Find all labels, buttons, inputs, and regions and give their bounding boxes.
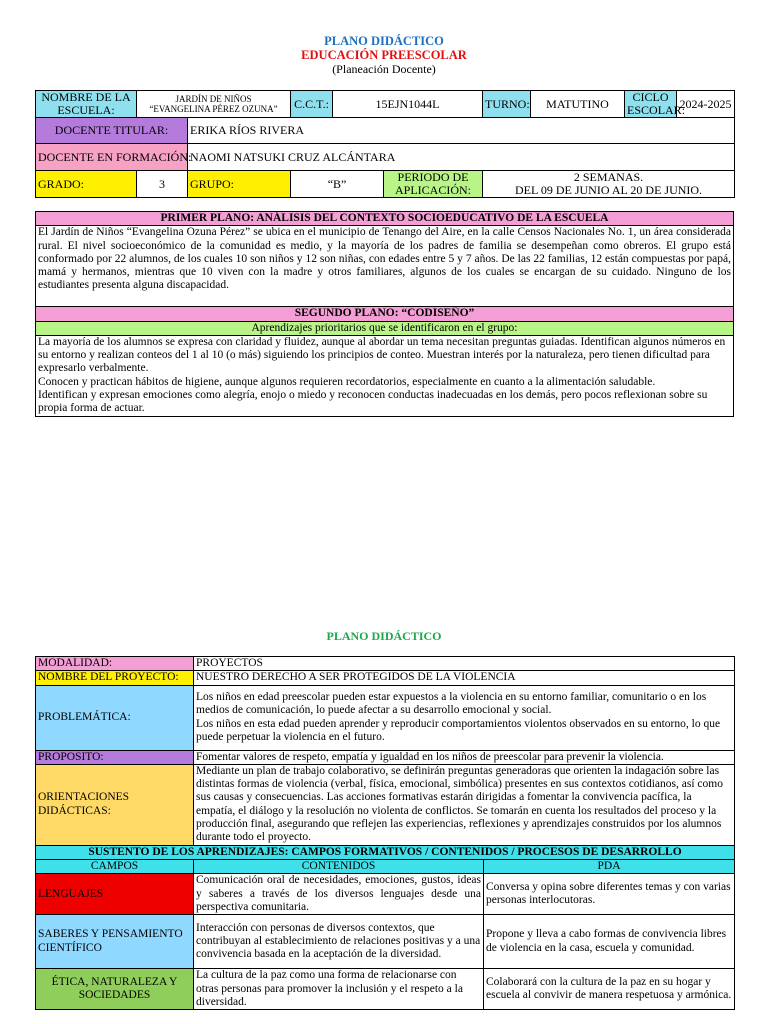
col-pda: PDA (484, 859, 735, 873)
segundo-plano-title: SEGUNDO PLANO: “CODISEÑO” (36, 307, 734, 321)
context-table (35, 211, 734, 417)
col-contenidos: CONTENIDOS (194, 859, 484, 873)
docente-formacion-label: DOCENTE EN FORMACIÓN: (36, 144, 188, 171)
primer-plano-text: El Jardín de Niños “Evangelina Ozuna Pérez” se ubica en el municipio de Tenango del Aire, en la calle Censos Nacionales No. 1, un área considerada rural. El nivel socioeconómico de la comunidad es medio, y la mayoría de los padres de familia se desempeñan como obreros. El grupo está conformado por 22 alumnos, de los cuales 10 son niños y 12 son niñas, con edades entre 5 y 7 años. De las 22 familias, 12 están compuestas por papá, mamá y hermanos, mientras que 10 viven con la madre y otros familiares, algunos de los cuales se encargan de su cuidado. Ninguno de los estudiantes presenta alguna discapacidad. (36, 226, 734, 307)
modalidad-value: PROYECTOS (194, 657, 735, 671)
sustento-title: SUSTENTO DE LOS APRENDIZAJES: CAMPOS FORMATIVOS / CONTENIDOS / PROCESOS DE DESARROLLO (36, 845, 735, 859)
pda-etica: Colaborará con la cultura de la paz en su hogar y escuela al convivir de manera respetuosa y armónica. (484, 969, 735, 1010)
document-title: PLANO DIDÁCTICO (324, 34, 444, 48)
campo-etica: ÉTICA, NATURALEZA Y SOCIEDADES (36, 969, 194, 1010)
grupo-value: “B” (291, 171, 384, 198)
proyecto-label: NOMBRE DEL PROYECTO: (36, 671, 194, 685)
docente-formacion-value: NAOMI NATSUKI CRUZ ALCÁNTARA (188, 144, 735, 171)
modalidad-label: MODALIDAD: (36, 657, 194, 671)
grado-value: 3 (137, 171, 188, 198)
docente-titular-value: ERIKA RÍOS RIVERA (188, 118, 735, 144)
periodo-label: PERIODO DE APLICACIÓN: (384, 171, 483, 198)
contenido-saberes: Interacción con personas de diversos contextos, que contribuyan al establecimiento de relaciones positivas y a una convivencia basada en la aceptación de la diversidad. (194, 915, 484, 969)
campo-lenguajes: LENGUAJES (36, 874, 194, 915)
docente-titular-label: DOCENTE TITULAR: (36, 118, 188, 144)
orientaciones-value: Mediante un plan de trabajo colaborativo, se definirán preguntas generadoras que orienten la indagación sobre las distintas formas de violencia (verbal, física, emocional, simbólica) presentes en sus contextos cotidianos, así como sus causas y consecuencias. Las acciones formativas estarán dirigidas a fomentar la convivencia pacífica, la empatía, el diálogo y la resolución no violenta de conflictos. Se tomarán en cuenta los resultados del proceso y la producción final, asegurando que reflejen las experiencias, reflexiones y aprendizajes construidos por los alumnos durante todo el proyecto. (194, 764, 735, 845)
contenido-etica: La cultura de la paz como una forma de relacionarse con otras personas para promover la inclusión y el respeto a la diversidad. (194, 969, 484, 1010)
turno-label: TURNO: (483, 91, 531, 118)
aprendizajes-title: Aprendizajes prioritarios que se identificaron en el grupo: (36, 321, 734, 335)
ciclo-value: 2024-2025 (677, 91, 735, 118)
grupo-label: GRUPO: (188, 171, 291, 198)
campo-saberes: SABERES Y PENSAMIENTO CIENTÍFICO (36, 915, 194, 969)
school-name-label: NOMBRE DE LA ESCUELA: (36, 91, 137, 118)
document-note: (Planeación Docente) (332, 62, 436, 76)
document-subtitle: EDUCACIÓN PREESCOLAR (301, 48, 467, 62)
grado-label: GRADO: (36, 171, 137, 198)
periodo-value: 2 SEMANAS. DEL 09 DE JUNIO AL 20 DE JUNIO. (483, 171, 735, 198)
orientaciones-label: ORIENTACIONES DIDÁCTICAS: (36, 764, 194, 845)
proposito-label: PROPOSITO: (36, 750, 194, 764)
problematica-value: Los niños en edad preescolar pueden estar expuestos a la violencia en su entorno familiar, comunitario o en los medios de comunicación, lo puede afectar a su desarrollo emocional y social. Los niños en esta edad pueden aprender y reproducir comportamientos violentos observados en su entorno, lo que puede perpetuar la violencia en el futuro. (194, 685, 735, 750)
pda-lenguajes: Conversa y opina sobre diferentes temas y con varias personas interlocutoras. (484, 874, 735, 915)
problematica-label: PROBLEMÁTICA: (36, 685, 194, 750)
school-info-table (35, 90, 735, 198)
proposito-value: Fomentar valores de respeto, empatía y igualdad en los niños de preescolar para prevenir la violencia. (194, 750, 735, 764)
primer-plano-title: PRIMER PLANO: ANÁLISIS DEL CONTEXTO SOCIOEDUCATIVO DE LA ESCUELA (36, 212, 734, 226)
project-table (35, 656, 735, 1010)
contenido-lenguajes: Comunicación oral de necesidades, emociones, gustos, ideas y saberes a través de los diversos lenguajes desde una perspectiva comunitaria. (194, 874, 484, 915)
school-name-value: JARDÍN DE NIÑOS “EVANGELINA PÉREZ OZUNA” (137, 91, 291, 118)
pda-saberes: Propone y lleva a cabo formas de convivencia libres de violencia en la casa, escuela y comunidad. (484, 915, 735, 969)
col-campos: CAMPOS (36, 859, 194, 873)
turno-value: MATUTINO (531, 91, 625, 118)
ciclo-label: CICLO ESCOLAR: (625, 91, 677, 118)
aprendizajes-text: La mayoría de los alumnos se expresa con claridad y fluidez, aunque al abordar un tema necesitan preguntas guiadas. Identifican algunos números en su entorno y realizan conteos del 1 al 10 (o más) siguiendo los principios de conteo. Muestran interés por la naturaleza, pero tienen dificultad para expresarlo verbalmente. Conocen y practican hábitos de higiene, aunque algunos requieren recordatorios, especialmente en cuanto a la alimentación saludable. Identifican y expresan emociones como alegría, enojo o miedo y reconocen conductas inadecuadas en los demás, pero pocos reflexionan sobre su propia forma de actuar. (36, 335, 734, 416)
plano2-title: PLANO DIDÁCTICO (326, 629, 442, 643)
cct-value: 15EJN1044L (333, 91, 483, 118)
cct-label: C.C.T.: (291, 91, 333, 118)
proyecto-value: NUESTRO DERECHO A SER PROTEGIDOS DE LA VIOLENCIA (194, 671, 735, 685)
